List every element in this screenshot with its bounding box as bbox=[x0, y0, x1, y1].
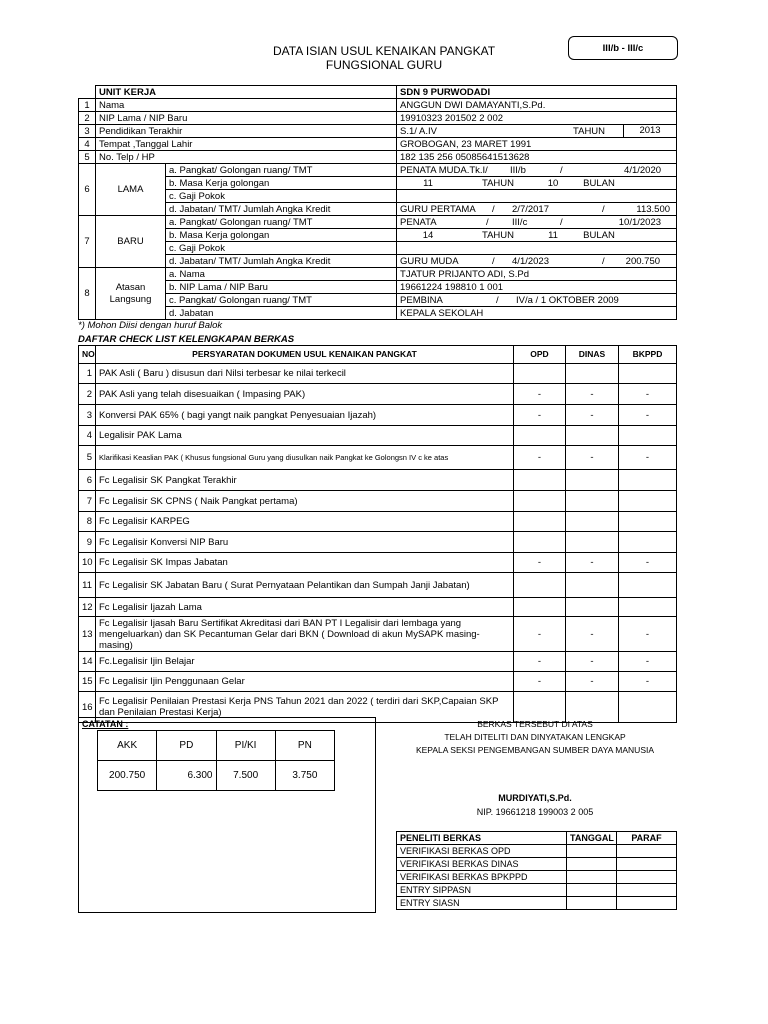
checklist-row-bkppd bbox=[619, 470, 677, 491]
atasan-row: 8 Atasan Langsung a. Nama TJATUR PRIJANTO ADI, S.Pd bbox=[79, 268, 677, 281]
col-dinas: DINAS bbox=[566, 346, 619, 364]
verification-paraf-cell bbox=[617, 884, 677, 897]
checklist-row-text: Konversi PAK 65% ( bagi yangt naik pangkat Penyesuaian Ijazah) bbox=[96, 405, 514, 426]
checklist-row-dinas bbox=[566, 364, 619, 384]
checklist-row bbox=[79, 617, 677, 652]
verification-date-cell bbox=[567, 871, 617, 884]
checklist-row-opd: - bbox=[514, 446, 566, 470]
identity-row: 2 NIP Lama / NIP Baru 19910323 201502 2 002 bbox=[79, 112, 677, 125]
checklist-row-bkppd bbox=[619, 573, 677, 598]
piki-header: PI/KI bbox=[216, 731, 275, 761]
checklist-row-no: 4 bbox=[79, 426, 96, 446]
checklist-header bbox=[79, 346, 677, 364]
checklist-row bbox=[79, 364, 677, 384]
akk-header: AKK bbox=[98, 731, 157, 761]
verification-step: VERIFIKASI BERKAS BPKPPD bbox=[397, 871, 567, 884]
nama-value: ANGGUN DWI DAMAYANTI,S.Pd. bbox=[397, 99, 677, 112]
identity-row: 1 Nama ANGGUN DWI DAMAYANTI,S.Pd. bbox=[79, 99, 677, 112]
col-no: NO bbox=[79, 346, 96, 364]
pn-value: 3.750 bbox=[275, 761, 334, 791]
checklist-row-no: 10 bbox=[79, 553, 96, 573]
verification-step: ENTRY SIPPASN bbox=[397, 884, 567, 897]
pd-value: 6.300 bbox=[157, 761, 216, 791]
checklist-row-opd bbox=[514, 470, 566, 491]
checklist-row-dinas: - bbox=[566, 553, 619, 573]
lama-row: 6 LAMA a. Pangkat/ Golongan ruang/ TMT PENATA MUDA.Tk.I/ III/b / 4/1/2020 bbox=[79, 164, 677, 177]
grade-badge: III/b - III/c bbox=[568, 36, 678, 60]
verification-row bbox=[397, 897, 677, 910]
checklist-row-text: Fc.Legalisir Ijin Belajar bbox=[96, 652, 514, 672]
verification-step: VERIFIKASI BERKAS DINAS bbox=[397, 858, 567, 871]
baru-row: 7 BARU a. Pangkat/ Golongan ruang/ TMT PENATA / III/c / 10/1/2023 bbox=[79, 216, 677, 229]
lama-row: b. Masa Kerja golongan 11 TAHUN 10 BULAN bbox=[79, 177, 677, 190]
checklist-row-no: 2 bbox=[79, 384, 96, 405]
checklist-row-bkppd bbox=[619, 491, 677, 512]
verification-table bbox=[396, 831, 677, 910]
title-line-1: DATA ISIAN USUL KENAIKAN PANGKAT bbox=[272, 44, 496, 58]
signer-name: MURDIYATI,S.Pd. bbox=[498, 793, 572, 803]
verification-row bbox=[397, 884, 677, 897]
checklist-row-bkppd: - bbox=[619, 617, 677, 652]
checklist-row-no: 14 bbox=[79, 652, 96, 672]
checklist-row-opd: - bbox=[514, 384, 566, 405]
checklist-row-dinas: - bbox=[566, 672, 619, 692]
checklist-row-dinas: - bbox=[566, 384, 619, 405]
checklist-row-opd: - bbox=[514, 405, 566, 426]
baru-row: d. Jabatan/ TMT/ Jumlah Angka Kredit GURU MUDA / 4/1/2023 / 200.750 bbox=[79, 255, 677, 268]
title-line-2: FUNGSIONAL GURU bbox=[325, 58, 443, 72]
checklist-row-no: 9 bbox=[79, 532, 96, 553]
verification-date-cell bbox=[567, 858, 617, 871]
atasan-row: d. Jabatan KEPALA SEKOLAH bbox=[79, 307, 677, 320]
checklist-row-text: Fc Legalisir SK Jabatan Baru ( Surat Pernyataan Pelantikan dan Sumpah Janji Jabatan) bbox=[96, 573, 514, 598]
checklist-row-opd bbox=[514, 364, 566, 384]
checklist-row-text: Fc Legalisir Ijazah Lama bbox=[96, 598, 514, 617]
baru-row: b. Masa Kerja golongan 14 TAHUN 11 BULAN bbox=[79, 229, 677, 242]
checklist-row-bkppd bbox=[619, 512, 677, 532]
checklist-row-opd: - bbox=[514, 553, 566, 573]
checklist-row bbox=[79, 573, 677, 598]
pn-header: PN bbox=[275, 731, 334, 761]
checklist-row-opd: - bbox=[514, 672, 566, 692]
verification-step: ENTRY SIASN bbox=[397, 897, 567, 910]
nip-value: 19910323 201502 2 002 bbox=[397, 112, 677, 125]
checklist-row-text: Fc Legalisir Ijin Penggunaan Gelar bbox=[96, 672, 514, 692]
checklist-row-dinas bbox=[566, 491, 619, 512]
pd-header: PD bbox=[157, 731, 216, 761]
checklist-row bbox=[79, 532, 677, 553]
identity-row: 4 Tempat ,Tanggal Lahir GROBOGAN, 23 MARET 1991 bbox=[79, 138, 677, 151]
identity-row: 5 No. Telp / HP 182 135 256 05085641513628 bbox=[79, 151, 677, 164]
checklist-row-no: 8 bbox=[79, 512, 96, 532]
verification-row bbox=[397, 871, 677, 884]
catatan-box bbox=[78, 717, 376, 913]
lama-label: LAMA bbox=[96, 164, 166, 216]
akk-value: 200.750 bbox=[98, 761, 157, 791]
credit-header-row bbox=[98, 731, 335, 761]
verification-paraf-cell bbox=[617, 845, 677, 858]
checklist-row-text: Fc Legalisir Penilaian Prestasi Kerja PNS Tahun 2021 dan 2022 ( terdiri dari SKP,Capaian SKP dan Penilaian Prestasi Kerja) bbox=[96, 692, 514, 723]
checklist-row-dinas bbox=[566, 598, 619, 617]
checklist-row bbox=[79, 553, 677, 573]
identity-row: 3 Pendidikan Terakhir S.1/ A.IV TAHUN 2013 bbox=[79, 125, 677, 138]
checklist-row-no: 13 bbox=[79, 617, 96, 652]
checklist-row-text: Fc Legalisir Ijasah Baru Sertifikat Akreditasi dari BAN PT I Legalisir dari lembaga yang mengeluarkan) dan SK Pecantuman Gelar dari BKN ( Download di akun MySAPK masing-masing) bbox=[96, 617, 514, 652]
checklist-row bbox=[79, 512, 677, 532]
checklist-row-no: 1 bbox=[79, 364, 96, 384]
col-opd: OPD bbox=[514, 346, 566, 364]
signer-nip: NIP. 19661218 199003 2 005 bbox=[476, 807, 594, 817]
checklist-row-dinas bbox=[566, 470, 619, 491]
checklist-row bbox=[79, 672, 677, 692]
telp-value: 182 135 256 05085641513628 bbox=[397, 151, 677, 164]
verification-paraf-cell bbox=[617, 858, 677, 871]
checklist-row-bkppd: - bbox=[619, 446, 677, 470]
verification-paraf-cell bbox=[617, 897, 677, 910]
checklist-row bbox=[79, 491, 677, 512]
lama-row: d. Jabatan/ TMT/ Jumlah Angka Kredit GURU PERTAMA / 2/7/2017 / 113.500 bbox=[79, 203, 677, 216]
identity-table bbox=[78, 85, 677, 320]
checklist-row bbox=[79, 652, 677, 672]
checklist-row-bkppd bbox=[619, 532, 677, 553]
checklist-row-text: Fc Legalisir SK CPNS ( Naik Pangkat pertama) bbox=[96, 491, 514, 512]
checklist-row-no: 15 bbox=[79, 672, 96, 692]
verification-header: PENELITI BERKAS TANGGAL PARAF bbox=[397, 832, 677, 845]
checklist-row-no: 16 bbox=[79, 692, 96, 723]
checklist-row-no: 5 bbox=[79, 446, 96, 470]
unit-kerja-label: UNIT KERJA bbox=[96, 86, 397, 99]
lama-row: c. Gaji Pokok bbox=[79, 190, 677, 203]
checklist-row-bkppd: - bbox=[619, 672, 677, 692]
unit-kerja-row bbox=[79, 86, 677, 99]
checklist-row-text: Fc Legalisir SK Pangkat Terakhir bbox=[96, 470, 514, 491]
checklist-row bbox=[79, 598, 677, 617]
checklist-row-dinas bbox=[566, 426, 619, 446]
checklist-row-dinas bbox=[566, 512, 619, 532]
checklist-row-bkppd: - bbox=[619, 384, 677, 405]
checklist-row-no: 7 bbox=[79, 491, 96, 512]
checklist-row-opd bbox=[514, 598, 566, 617]
checklist-row-text: Fc Legalisir KARPEG bbox=[96, 512, 514, 532]
credit-value-row bbox=[98, 761, 335, 791]
note-text: *) Mohon Diisi dengan huruf Balok bbox=[78, 320, 223, 331]
checklist-row-text: PAK Asli yang telah disesuaikan ( Impasing PAK) bbox=[96, 384, 514, 405]
checklist-row-text: Klarifikasi Keaslian PAK ( Khusus fungsional Guru yang diusulkan naik Pangkat ke Golongsn IV c ke atas bbox=[96, 446, 514, 470]
checklist-row-dinas: - bbox=[566, 446, 619, 470]
checklist-row-bkppd bbox=[619, 364, 677, 384]
checklist-row-opd bbox=[514, 573, 566, 598]
col-doc: PERSYARATAN DOKUMEN USUL KENAIKAN PANGKAT bbox=[96, 346, 514, 364]
checklist-row-opd bbox=[514, 512, 566, 532]
approval-statement: BERKAS TERSEBUT DI ATAS TELAH DITELITI DAN DINYATAKAN LENGKAP KEPALA SEKSI PENGEMBANGAN SUMBER DAYA MANUSIA bbox=[415, 719, 655, 755]
unit-kerja-value: SDN 9 PURWODADI bbox=[397, 86, 677, 99]
checklist-row-bkppd bbox=[619, 598, 677, 617]
catatan-label: CATATAN : bbox=[82, 719, 129, 729]
checklist-row-text: PAK Asli ( Baru ) disusun dari Nilsi terbesar ke nilai terkecil bbox=[96, 364, 514, 384]
checklist-title: DAFTAR CHECK LIST KELENGKAPAN BERKAS bbox=[78, 334, 295, 345]
checklist-row-bkppd: - bbox=[619, 652, 677, 672]
tahun-label: TAHUN bbox=[573, 125, 606, 137]
verification-paraf-cell bbox=[617, 871, 677, 884]
verification-row bbox=[397, 858, 677, 871]
atasan-row: c. Pangkat/ Golongan ruang/ TMT PEMBINA / IV/a / 1 OKTOBER 2009 bbox=[79, 294, 677, 307]
checklist-row-bkppd: - bbox=[619, 553, 677, 573]
checklist-row-text: Fc Legalisir Konversi NIP Baru bbox=[96, 532, 514, 553]
checklist-row-opd bbox=[514, 426, 566, 446]
verification-date-cell bbox=[567, 884, 617, 897]
checklist-row-no: 11 bbox=[79, 573, 96, 598]
verification-step: VERIFIKASI BERKAS OPD bbox=[397, 845, 567, 858]
checklist-row-dinas: - bbox=[566, 617, 619, 652]
pendidikan-value: S.1/ A.IV bbox=[400, 125, 437, 137]
checklist-row bbox=[79, 405, 677, 426]
col-bkppd: BKPPD bbox=[619, 346, 677, 364]
checklist-row-no: 12 bbox=[79, 598, 96, 617]
checklist-row-text: Fc Legalisir SK Impas Jabatan bbox=[96, 553, 514, 573]
checklist-table bbox=[78, 345, 677, 723]
checklist-row-opd: - bbox=[514, 617, 566, 652]
baru-label: BARU bbox=[96, 216, 166, 268]
checklist-row-dinas bbox=[566, 573, 619, 598]
checklist-row bbox=[79, 384, 677, 405]
checklist-row-no: 6 bbox=[79, 470, 96, 491]
atasan-label: Atasan Langsung bbox=[96, 268, 166, 320]
baru-row: c. Gaji Pokok bbox=[79, 242, 677, 255]
page-title bbox=[0, 44, 768, 72]
piki-value: 7.500 bbox=[216, 761, 275, 791]
checklist-row-bkppd: - bbox=[619, 405, 677, 426]
verification-date-cell bbox=[567, 897, 617, 910]
checklist-row-opd bbox=[514, 532, 566, 553]
checklist-row-dinas: - bbox=[566, 652, 619, 672]
checklist-row bbox=[79, 446, 677, 470]
verification-row bbox=[397, 845, 677, 858]
ttl-value: GROBOGAN, 23 MARET 1991 bbox=[397, 138, 677, 151]
checklist-row-opd: - bbox=[514, 652, 566, 672]
checklist-row-dinas bbox=[566, 532, 619, 553]
checklist-row-opd bbox=[514, 491, 566, 512]
atasan-row: b. NIP Lama / NIP Baru 19661224 198810 1 001 bbox=[79, 281, 677, 294]
checklist-row-dinas: - bbox=[566, 405, 619, 426]
checklist-body bbox=[79, 364, 677, 723]
tahun-value: 2013 bbox=[623, 125, 676, 137]
checklist-row bbox=[79, 426, 677, 446]
checklist-row bbox=[79, 470, 677, 491]
verification-date-cell bbox=[567, 845, 617, 858]
checklist-row-bkppd bbox=[619, 426, 677, 446]
credit-table bbox=[97, 730, 335, 791]
checklist-row-text: Legalisir PAK Lama bbox=[96, 426, 514, 446]
checklist-row-no: 3 bbox=[79, 405, 96, 426]
